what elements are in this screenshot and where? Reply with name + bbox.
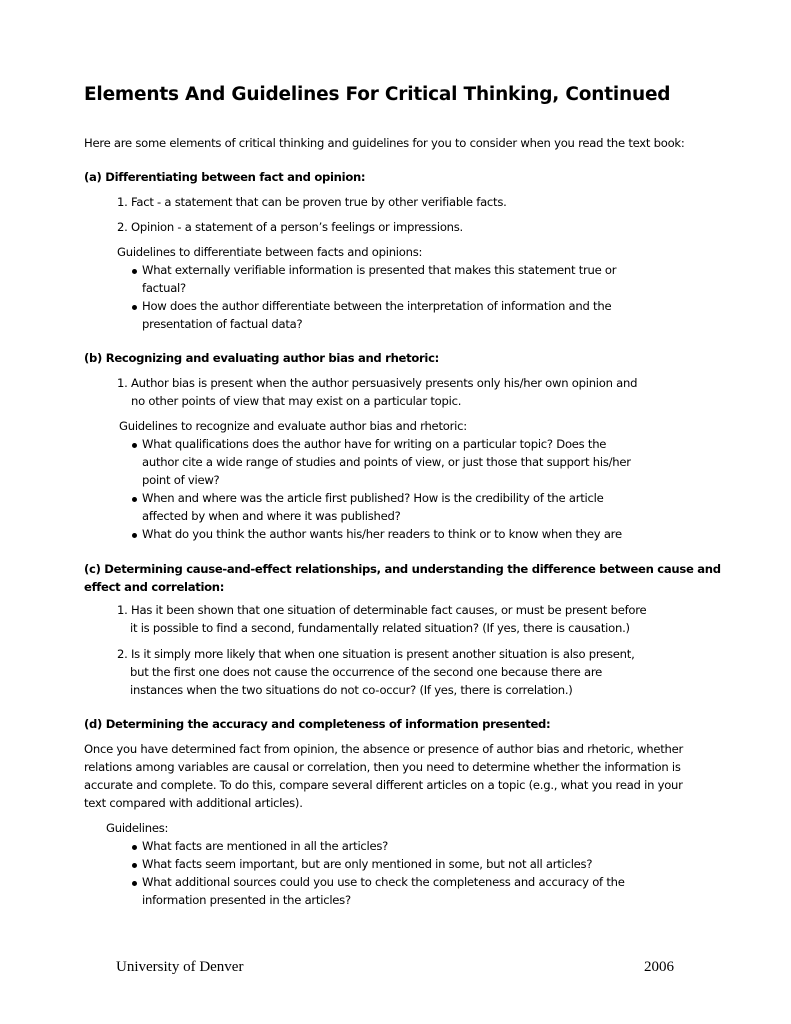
- bullet-icon: [132, 533, 137, 538]
- bullet-text: What facts seem important, but are only mentioned in some, but not all articles?: [142, 857, 593, 871]
- section-d-heading: (d) Determining the accuracy and completeness of information presented:: [84, 717, 551, 731]
- bullet-text: What externally verifiable information is presented that makes this statement true or: [142, 263, 617, 277]
- section-b-guidelines-label: Guidelines to recognize and evaluate author bias and rhetoric:: [119, 419, 467, 433]
- section-d-paragraph: text compared with additional articles).: [84, 796, 303, 810]
- footer-right: 2006: [644, 959, 674, 975]
- bullet-text: information presented in the articles?: [142, 893, 351, 907]
- bullet-text: When and where was the article first published? How is the credibility of the article: [142, 491, 604, 505]
- bullet-icon: [132, 863, 137, 868]
- section-d-guidelines-label: Guidelines:: [106, 821, 169, 835]
- page-title: Elements And Guidelines For Critical Thinking, Continued: [84, 84, 671, 105]
- section-c-heading: effect and correlation:: [84, 580, 225, 594]
- bullet-icon: [132, 845, 137, 850]
- section-c-heading: (c) Determining cause-and-effect relationships, and understanding the difference between cause and: [84, 562, 721, 576]
- bullet-icon: [132, 881, 137, 886]
- section-b-item: 1. Author bias is present when the author persuasively presents only his/her own opinion and: [117, 376, 638, 390]
- bullet-text: What do you think the author wants his/her readers to think or to know when they are: [142, 527, 622, 541]
- section-a-item: 2. Opinion - a statement of a person’s feelings or impressions.: [117, 220, 463, 234]
- bullet-text: What additional sources could you use to check the completeness and accuracy of the: [142, 875, 625, 889]
- bullet-icon: [132, 497, 137, 502]
- section-c-item: 2. Is it simply more likely that when one situation is present another situation is also present,: [117, 647, 635, 661]
- section-c-item: instances when the two situations do not co-occur? (If yes, there is correlation.): [130, 683, 573, 697]
- bullet-text: author cite a wide range of studies and points of view, or just those that support his/her: [142, 455, 631, 469]
- bullet-text: presentation of factual data?: [142, 317, 303, 331]
- section-b-heading: (b) Recognizing and evaluating author bias and rhetoric:: [84, 351, 439, 365]
- section-b-item: no other points of view that may exist on a particular topic.: [131, 394, 462, 408]
- section-c-item: it is possible to find a second, fundamentally related situation? (If yes, there is causation.): [130, 621, 630, 635]
- section-d-paragraph: relations among variables are causal or correlation, then you need to determine whether the information is: [84, 760, 681, 774]
- section-d-paragraph: Once you have determined fact from opinion, the absence or presence of author bias and rhetoric, whether: [84, 742, 684, 756]
- bullet-icon: [132, 269, 137, 274]
- section-a-item: 1. Fact - a statement that can be proven true by other verifiable facts.: [117, 195, 507, 209]
- intro-text: Here are some elements of critical thinking and guidelines for you to consider when you read the text book:: [84, 136, 685, 150]
- bullet-text: point of view?: [142, 473, 220, 487]
- bullet-icon: [132, 305, 137, 310]
- section-c-item: but the first one does not cause the occurrence of the second one because there are: [130, 665, 602, 679]
- section-c-item: 1. Has it been shown that one situation of determinable fact causes, or must be present before: [117, 603, 647, 617]
- bullet-text: What qualifications does the author have for writing on a particular topic? Does the: [142, 437, 607, 451]
- section-a-guidelines-label: Guidelines to differentiate between facts and opinions:: [117, 245, 423, 259]
- section-a-heading: (a) Differentiating between fact and opinion:: [84, 170, 366, 184]
- bullet-text: factual?: [142, 281, 186, 295]
- bullet-icon: [132, 443, 137, 448]
- bullet-text: affected by when and where it was published?: [142, 509, 401, 523]
- footer-left: University of Denver: [116, 959, 244, 975]
- bullet-text: How does the author differentiate between the interpretation of information and the: [142, 299, 612, 313]
- bullet-text: What facts are mentioned in all the articles?: [142, 839, 389, 853]
- section-d-paragraph: accurate and complete. To do this, compare several different articles on a topic (e.g., what you read in your: [84, 778, 683, 792]
